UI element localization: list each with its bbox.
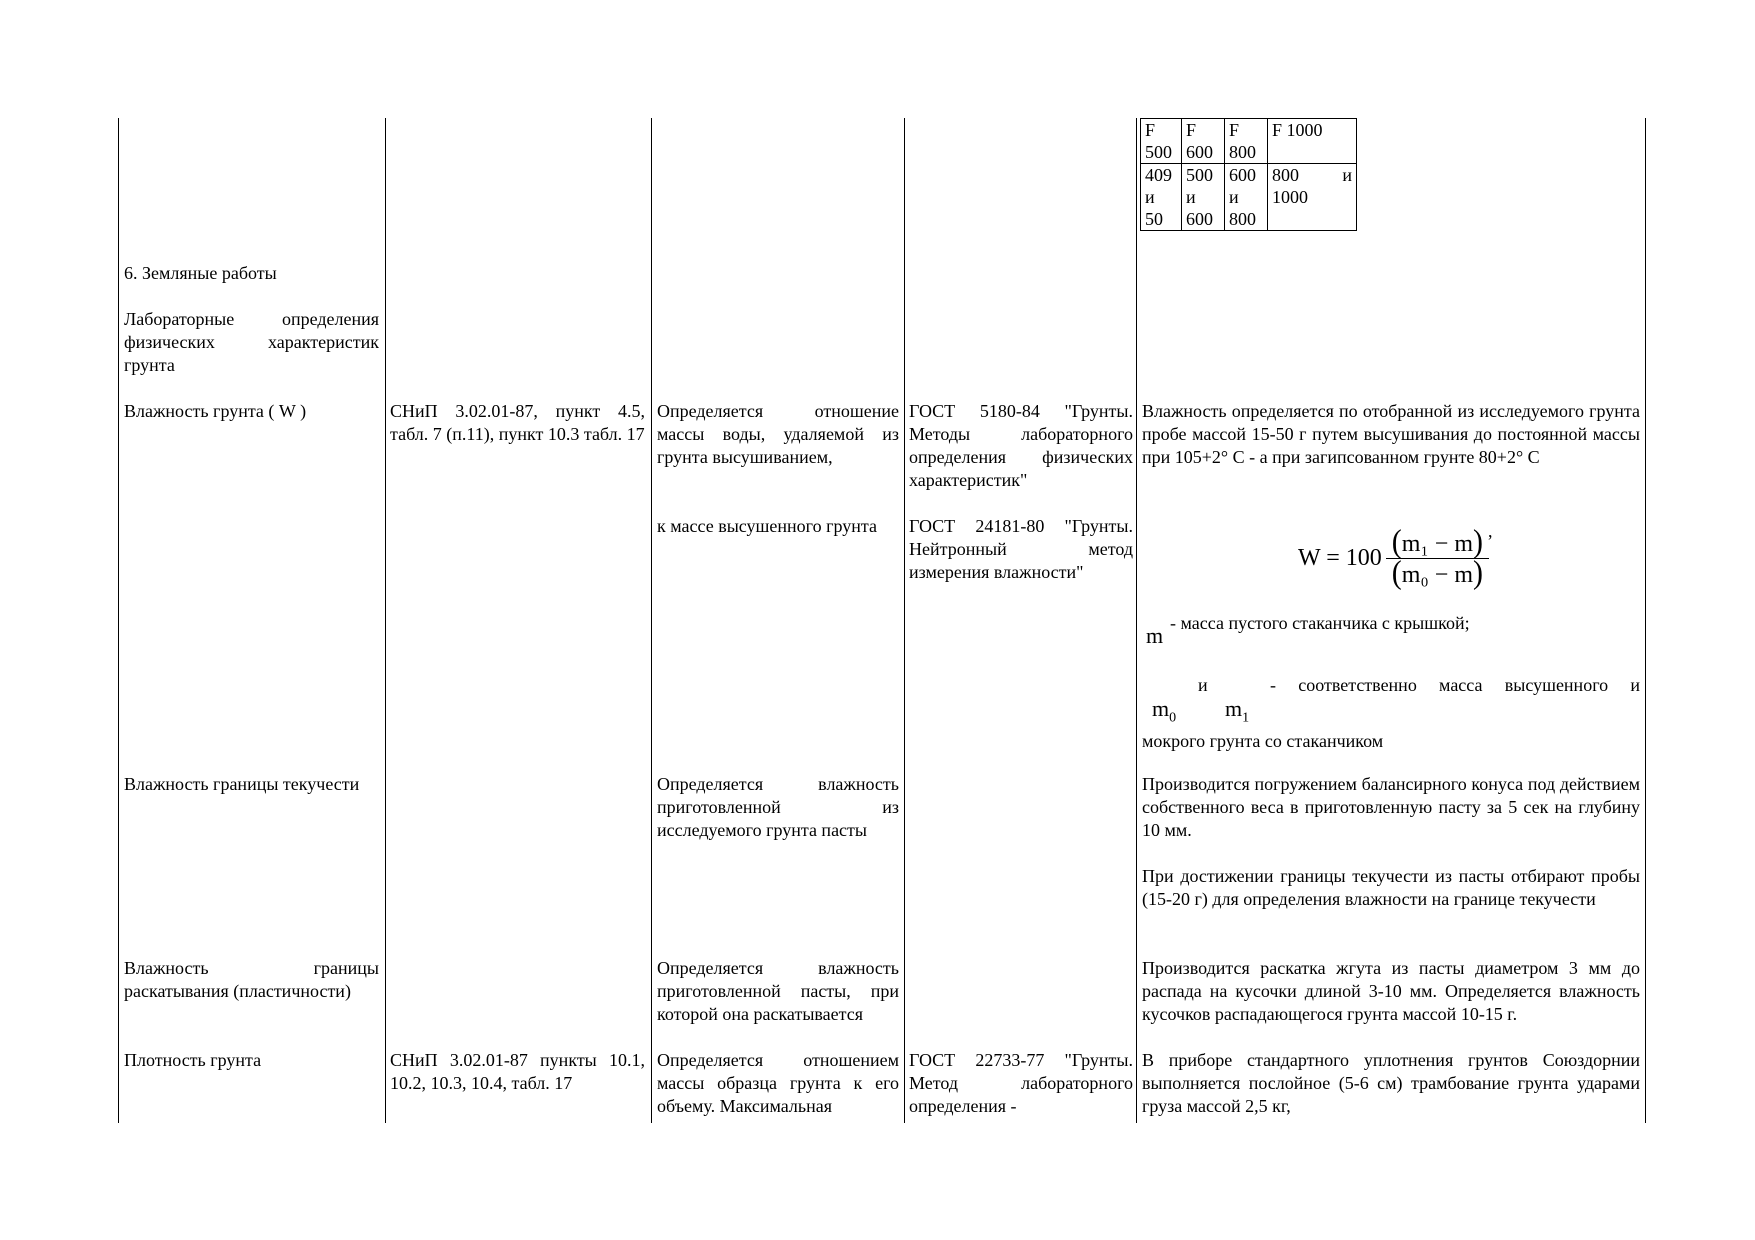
column-rule-right — [1645, 118, 1646, 1123]
mini-cell: F 1000 — [1268, 119, 1357, 164]
row-density-col5: В приборе стандартного уплотнения грунтов Союздорнии выполняется послойное (5-6 см) трамбование грунта ударами груза массой 2,5 кг, — [1142, 1050, 1640, 1116]
column-rule-1 — [385, 118, 386, 1123]
m0-symbol: $m_0$ — [1152, 696, 1177, 726]
mini-table-row — [1141, 164, 1357, 231]
mini-cell: F 500 — [1141, 119, 1182, 164]
mini-cell: F 600 — [1182, 119, 1225, 164]
row-moisture-col4: ГОСТ 5180-84 "Грунты. Методы лабораторного определения физических характеристик" — [909, 401, 1133, 490]
formula-denominator: (m₀ − m) — [1391, 554, 1484, 591]
row-moisture-col3b: к массе высушенного грунта — [657, 516, 877, 536]
row-liquid-limit-col3: Определяется влажность приготовленной из исследуемого грунта пасты — [657, 774, 899, 840]
mm-description-2: мокрого грунта со стаканчиком — [1142, 731, 1384, 751]
row-density-col4: ГОСТ 22733-77 "Грунты. Метод лабораторного определения - — [909, 1050, 1133, 1116]
m1-symbol: $m_1$ — [1225, 696, 1250, 726]
section-subtitle: Лабораторные определения физических характеристик грунта — [124, 309, 379, 375]
row-plastic-limit-col1: Влажность границы раскатывания (пластичности) — [124, 958, 379, 1001]
mini-cell: 409 и 50 — [1141, 164, 1182, 231]
mm-and: и — [1198, 675, 1208, 695]
row-moisture-col5: Влажность определяется по отобранной из исследуемого грунта пробе массой 15-50 г путем высушивания до постоянной массы при 105+2° С - а при загипсованном грунте 80+2° С — [1142, 401, 1640, 467]
column-rule-left — [118, 118, 119, 1123]
column-rule-2 — [651, 118, 652, 1123]
row-moisture-col2: СНиП 3.02.01-87, пункт 4.5, табл. 7 (п.11), пункт 10.3 табл. 17 — [390, 401, 645, 444]
row-density-col2: СНиП 3.02.01-87 пункты 10.1, 10.2, 10.3, 10.4, табл. 17 — [390, 1050, 645, 1093]
row-moisture-col3: Определяется отношение массы воды, удаляемой из грунта высушиванием, — [657, 401, 899, 467]
row-density-col1: Плотность грунта — [124, 1050, 262, 1070]
row-liquid-limit-col5b: При достижении границы текучести из пасты отбирают пробы (15-20 г) для определения влажности на границе текучести — [1142, 866, 1640, 909]
column-rule-4 — [1136, 118, 1137, 1123]
column-rule-3 — [904, 118, 905, 1123]
formula-numerator: (m₁ − m) — [1386, 530, 1489, 559]
mini-cell: F 800 — [1225, 119, 1268, 164]
row-liquid-limit-col5: Производится погружением балансирного конуса под действием собственного веса в приготовленную пасту за 5 сек на глубину 10 мм. — [1142, 774, 1640, 840]
mm-description: - соответственно масса высушенного и — [1270, 675, 1640, 695]
row-moisture-col4b: ГОСТ 24181-80 "Грунты. Нейтронный метод измерения влажности" — [909, 516, 1133, 582]
row-liquid-limit-col1: Влажность границы текучести — [124, 774, 360, 794]
mini-cell: 600 и 800 — [1225, 164, 1268, 231]
formula-comma: , — [1488, 521, 1493, 541]
mini-table-row — [1141, 119, 1357, 164]
row-density-col3: Определяется отношением массы образца грунта к его объему. Максимальная — [657, 1050, 899, 1116]
m-symbol: m — [1146, 623, 1164, 648]
row-moisture-col1: Влажность грунта ( W ) — [124, 401, 307, 421]
mini-cell: 500 и 600 — [1182, 164, 1225, 231]
m-description: - масса пустого стаканчика с крышкой; — [1170, 613, 1470, 633]
moisture-formula — [1298, 523, 1489, 591]
row-plastic-limit-col5: Производится раскатка жгута из пасты диаметром 3 мм до распада на кусочки длиной 3-10 мм. Определяется влажность кусочков распадающегося грунта массой 10-15 г. — [1142, 958, 1640, 1024]
row-plastic-limit-col3: Определяется влажность приготовленной пасты, при которой она раскатывается — [657, 958, 899, 1024]
formula-lhs: W = 100 — [1298, 545, 1382, 571]
mini-table — [1140, 118, 1357, 231]
formula-fraction — [1386, 523, 1489, 591]
section-title: 6. Земляные работы — [124, 263, 277, 283]
mini-cell: 800 и 1000 — [1268, 164, 1357, 231]
